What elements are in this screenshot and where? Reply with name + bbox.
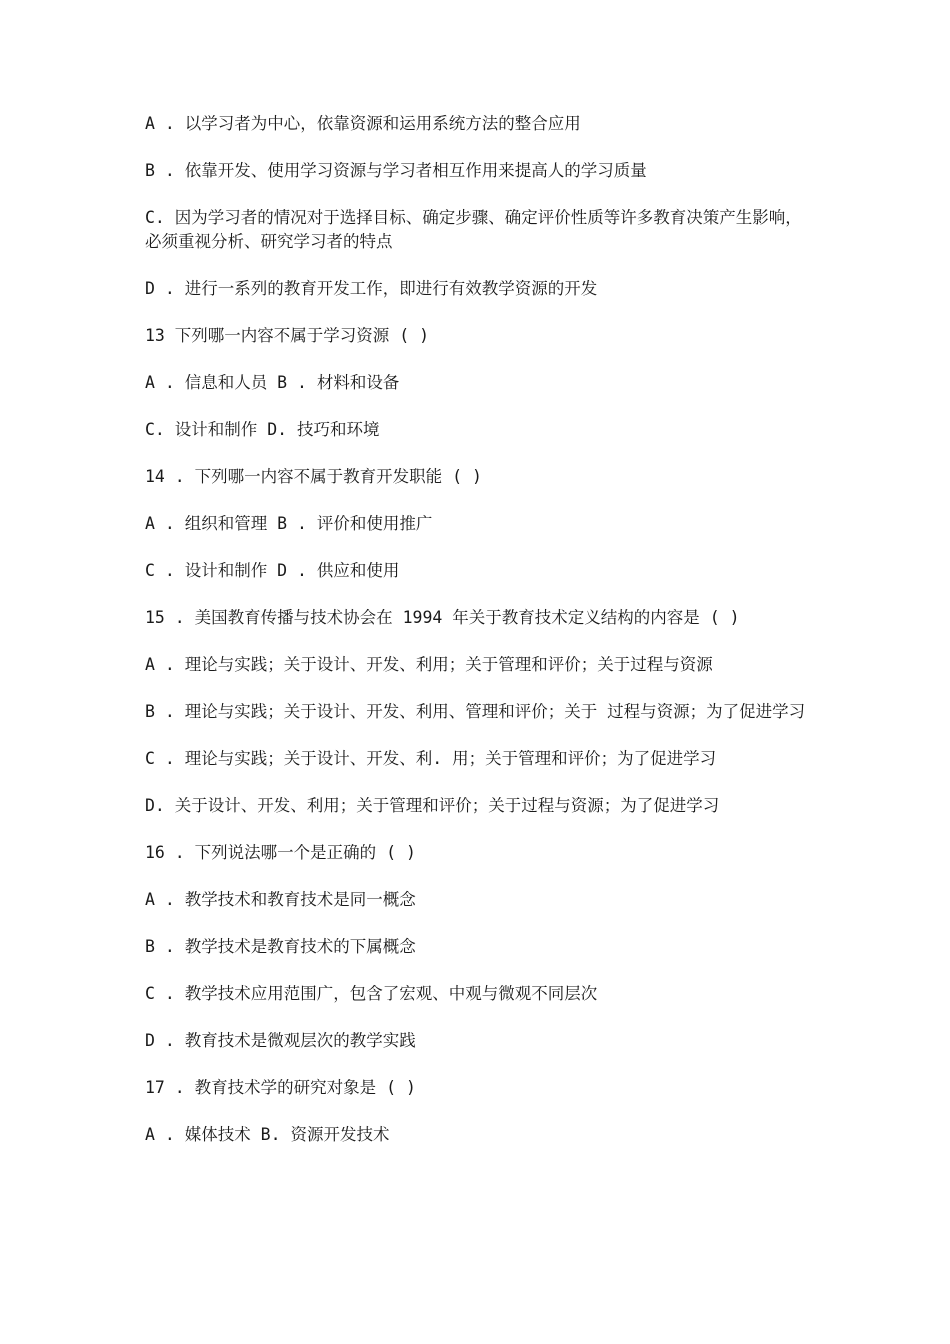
option-16-d: D . 教育技术是微观层次的教学实践 [145, 1031, 416, 1050]
question-15: 15 . 美国教育传播与技术协会在 1994 年关于教育技术定义结构的内容是 ( ) [145, 608, 740, 627]
question-16: 16 . 下列说法哪一个是正确的 ( ) [145, 843, 416, 862]
document-page [145, 112, 813, 1170]
option-15-d: D. 关于设计、开发、利用；关于管理和评价；关于过程与资源；为了促进学习 [145, 796, 720, 815]
options-14-ab: A . 组织和管理 B . 评价和使用推广 [145, 514, 433, 533]
options-13-cd: C. 设计和制作 D. 技巧和环境 [145, 420, 380, 439]
option-12-d: D . 进行一系列的教育开发工作，即进行有效教学资源的开发 [145, 279, 598, 298]
option-12-a: A . 以学习者为中心，依靠资源和运用系统方法的整合应用 [145, 114, 581, 133]
options-14-cd: C . 设计和制作 D . 供应和使用 [145, 561, 400, 580]
options-17-ab: A . 媒体技术 B. 资源开发技术 [145, 1125, 390, 1144]
option-16-c: C . 教学技术应用范围广，包含了宏观、中观与微观不同层次 [145, 984, 598, 1003]
option-12-c: C. 因为学习者的情况对于选择目标、确定步骤、确定评价性质等许多教育决策产生影响，必须重视分析、研究学习者的特点 [145, 208, 802, 251]
question-17: 17 . 教育技术学的研究对象是 ( ) [145, 1078, 416, 1097]
question-13: 13 下列哪一内容不属于学习资源 ( ) [145, 326, 430, 345]
option-12-b: B . 依靠开发、使用学习资源与学习者相互作用来提高人的学习质量 [145, 161, 647, 180]
option-16-b: B . 教学技术是教育技术的下属概念 [145, 937, 416, 956]
option-15-a: A . 理论与实践；关于设计、开发、利用；关于管理和评价；关于过程与资源 [145, 655, 713, 674]
question-14: 14 . 下列哪一内容不属于教育开发职能 ( ) [145, 467, 482, 486]
option-15-c: C . 理论与实践；关于设计、开发、利. 用；关于管理和评价；为了促进学习 [145, 749, 717, 768]
options-13-ab: A . 信息和人员 B . 材料和设备 [145, 373, 400, 392]
option-16-a: A . 教学技术和教育技术是同一概念 [145, 890, 416, 909]
option-15-b: B . 理论与实践；关于设计、开发、利用、管理和评价；关于 过程与资源；为了促进学习 [145, 702, 806, 721]
